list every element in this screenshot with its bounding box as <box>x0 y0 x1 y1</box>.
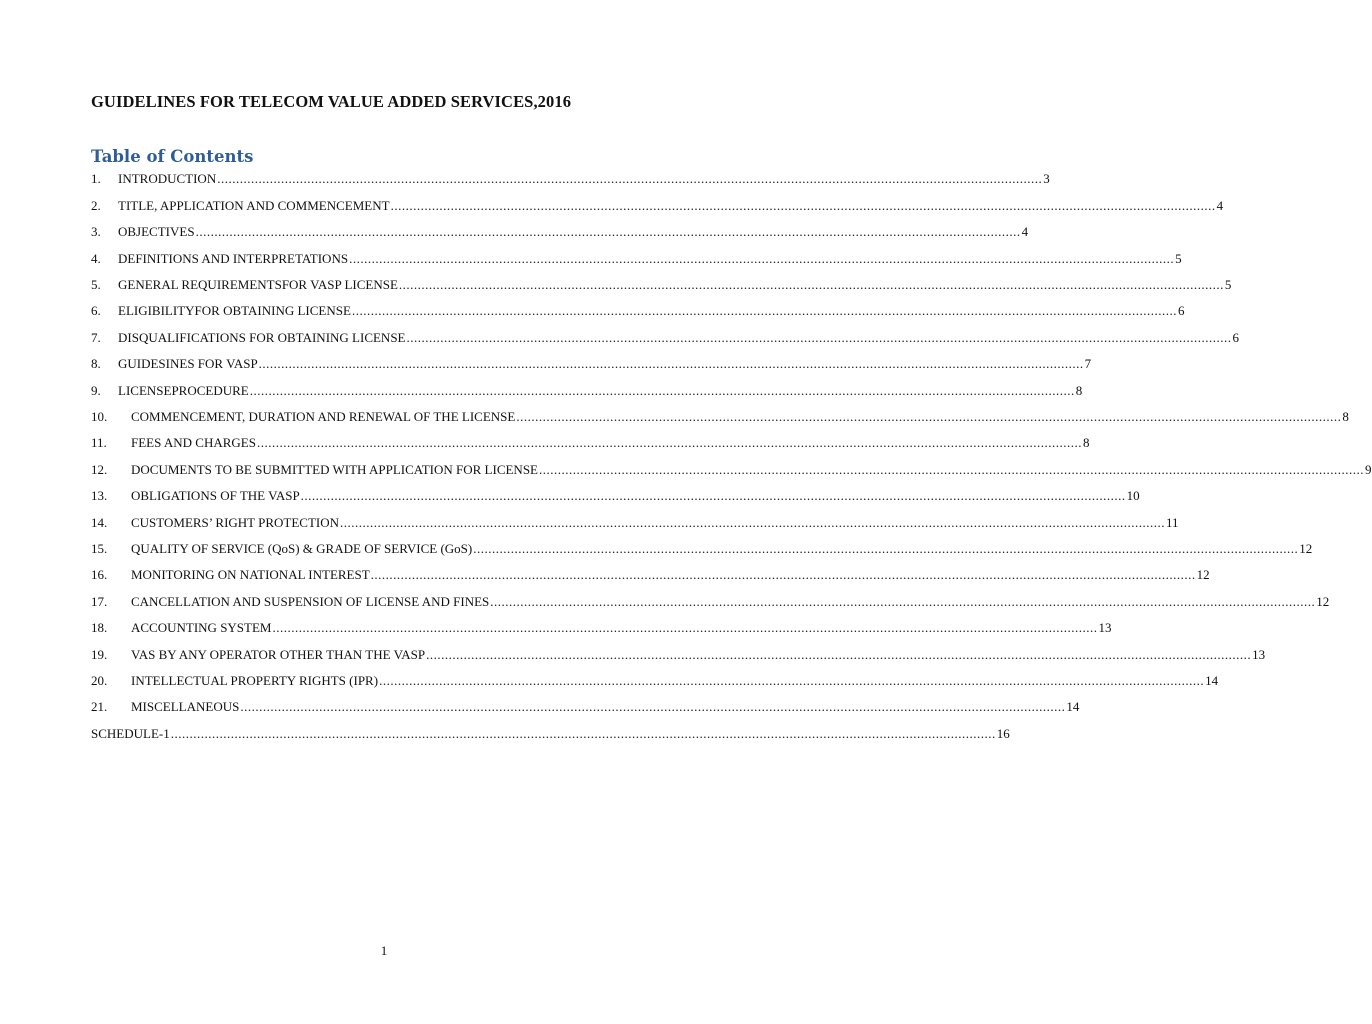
toc-entry-page: 10 <box>1126 488 1140 503</box>
toc-entry-number: 10. <box>91 409 108 424</box>
toc-entry-label: SCHEDULE-1 <box>91 726 170 741</box>
toc-dot-leader: ............................................................................................................................................................................................................................ <box>390 198 1216 213</box>
toc-entry-page: 7 <box>1084 356 1092 371</box>
toc-entry[interactable] <box>91 673 1219 693</box>
toc-entry-page: 8 <box>1082 435 1090 450</box>
toc-entry-number: 1. <box>91 171 101 186</box>
toc-entry-number: 14. <box>91 515 108 530</box>
toc-entry[interactable] <box>91 726 1010 746</box>
toc-entry[interactable] <box>91 303 1185 323</box>
toc-entry[interactable] <box>91 567 1210 587</box>
toc-entry[interactable] <box>91 541 1313 561</box>
toc-entry-page: 8 <box>1342 409 1349 424</box>
toc-entry[interactable] <box>91 699 1080 719</box>
toc-entry-number: 13. <box>91 488 108 503</box>
toc-dot-leader: ............................................................................................................................................................................................................................ <box>370 567 1196 582</box>
toc-entry[interactable] <box>91 171 1050 191</box>
toc-entry-number: 18. <box>91 620 108 635</box>
toc-entry-page: 3 <box>1043 171 1050 186</box>
toc-entry-label: MISCELLANEOUS <box>131 699 240 714</box>
toc-entry-label: GENERAL REQUIREMENTSFOR VASP LICENSE <box>118 277 398 292</box>
toc-entry[interactable] <box>91 383 1083 403</box>
toc-entry-page: 12 <box>1316 594 1330 609</box>
toc-entry-page: 13 <box>1098 620 1112 635</box>
toc-entry-number: 5. <box>91 277 101 292</box>
toc-entry-page: 14 <box>1066 699 1080 714</box>
toc-entry[interactable] <box>91 198 1224 218</box>
toc-entry-number: 9. <box>91 383 101 398</box>
toc-dot-leader: ............................................................................................................................................................................................................................ <box>256 435 1082 450</box>
toc-entry-number: 19. <box>91 647 108 662</box>
toc-entry-label: ELIGIBILITYFOR OBTAINING LICENSE <box>118 303 351 318</box>
toc-entry-page: 11 <box>1166 515 1179 530</box>
toc-entry-page: 12 <box>1196 567 1210 582</box>
toc-entry-page: 4 <box>1216 198 1224 213</box>
toc-entry[interactable] <box>91 224 1029 244</box>
toc-entry-page: 5 <box>1224 277 1232 292</box>
toc-entry-page: 9 <box>1365 462 1372 477</box>
toc-entry-number: 7. <box>91 330 101 345</box>
toc-dot-leader: ............................................................................................................................................................................................................................ <box>300 488 1126 503</box>
toc-dot-leader: ............................................................................................................................................................................................................................ <box>539 462 1364 477</box>
toc-entry-number: 17. <box>91 594 108 609</box>
toc-entry-page: 16 <box>996 726 1010 741</box>
toc-dot-leader: ............................................................................................................................................................................................................................ <box>473 541 1299 556</box>
toc-entry[interactable] <box>91 277 1232 297</box>
toc-entry-number: 8. <box>91 356 101 371</box>
toc-entry-label: TITLE, APPLICATION AND COMMENCEMENT <box>118 198 390 213</box>
toc-entry-label: GUIDESINES FOR VASP <box>118 356 258 371</box>
toc-entry-number: 2. <box>91 198 101 213</box>
toc-entry[interactable] <box>91 462 1372 482</box>
toc-dot-leader: ............................................................................................................................................................................................................................ <box>272 620 1098 635</box>
toc-dot-leader: ............................................................................................................................................................................................................................ <box>490 594 1316 609</box>
toc-dot-leader: ............................................................................................................................................................................................................................ <box>516 409 1342 424</box>
page-number: 1 <box>380 943 388 958</box>
toc-entry[interactable] <box>91 515 1179 535</box>
toc-entry-page: 8 <box>1075 383 1083 398</box>
toc-entry-number: 11. <box>91 435 107 450</box>
toc-entry-number: 6. <box>91 303 101 318</box>
toc-dot-leader: ............................................................................................................................................................................................................................ <box>349 251 1175 266</box>
toc-entry-number: 15. <box>91 541 108 556</box>
toc-entry-page: 5 <box>1175 251 1182 266</box>
toc-heading: Table of Contents <box>91 147 254 166</box>
toc-entry-label: FEES AND CHARGES <box>131 435 256 450</box>
toc-entry-page: 12 <box>1299 541 1313 556</box>
toc-entry[interactable] <box>91 251 1182 271</box>
toc-entry-label: ACCOUNTING SYSTEM <box>131 620 272 635</box>
toc-dot-leader: ............................................................................................................................................................................................................................ <box>379 673 1205 688</box>
toc-entry[interactable] <box>91 647 1266 667</box>
toc-dot-leader: ............................................................................................................................................................................................................................ <box>258 356 1084 371</box>
toc-entry-page: 6 <box>1177 303 1185 318</box>
toc-dot-leader: ............................................................................................................................................................................................................................ <box>170 726 996 741</box>
toc-entry-label: COMMENCEMENT, DURATION AND RENEWAL OF THE LICENSE <box>131 409 516 424</box>
toc-entry-page: 13 <box>1252 647 1266 662</box>
toc-dot-leader: ............................................................................................................................................................................................................................ <box>398 277 1224 292</box>
toc-entry-number: 20. <box>91 673 108 688</box>
toc-entry-label: QUALITY OF SERVICE (QoS) & GRADE OF SERVICE (GoS) <box>131 541 473 556</box>
toc-entry-label: MONITORING ON NATIONAL INTEREST <box>131 567 370 582</box>
toc-entry-label: OBLIGATIONS OF THE VASP <box>131 488 300 503</box>
toc-entry-number: 4. <box>91 251 101 266</box>
toc-entry-label: INTELLECTUAL PROPERTY RIGHTS (IPR) <box>131 673 379 688</box>
toc-entry-label: VAS BY ANY OPERATOR OTHER THAN THE VASP <box>131 647 426 662</box>
toc-entry-label: DEFINITIONS AND INTERPRETATIONS <box>118 251 349 266</box>
document-title: GUIDELINES FOR TELECOM VALUE ADDED SERVICES,2016 <box>91 92 572 111</box>
toc-entry-label: CUSTOMERS’ RIGHT PROTECTION <box>131 515 340 530</box>
toc-dot-leader: ............................................................................................................................................................................................................................ <box>240 699 1066 714</box>
toc-entry-number: 16. <box>91 567 108 582</box>
toc-dot-leader: ............................................................................................................................................................................................................................ <box>351 303 1177 318</box>
toc-dot-leader: ............................................................................................................................................................................................................................ <box>340 515 1166 530</box>
toc-entry-label: LICENSEPROCEDURE <box>118 383 249 398</box>
toc-entry[interactable] <box>91 409 1349 429</box>
toc-entry-label: INTRODUCTION <box>118 171 217 186</box>
toc-dot-leader: ............................................................................................................................................................................................................................ <box>426 647 1252 662</box>
toc-entry-page: 6 <box>1232 330 1239 345</box>
toc-dot-leader: ............................................................................................................................................................................................................................ <box>217 171 1043 186</box>
toc-entry-number: 3. <box>91 224 101 239</box>
toc-dot-leader: ............................................................................................................................................................................................................................ <box>406 330 1232 345</box>
toc-entry[interactable] <box>91 330 1239 350</box>
toc-entry-label: DISQUALIFICATIONS FOR OBTAINING LICENSE <box>118 330 406 345</box>
toc-entry-label: OBJECTIVES <box>118 224 195 239</box>
toc-entry-number: 12. <box>91 462 108 477</box>
toc-dot-leader: ............................................................................................................................................................................................................................ <box>249 383 1075 398</box>
toc-entry-number: 21. <box>91 699 108 714</box>
toc-entry-page: 4 <box>1021 224 1029 239</box>
toc-entry[interactable] <box>91 488 1140 508</box>
toc-entry-page: 14 <box>1205 673 1219 688</box>
toc-entry[interactable] <box>91 594 1330 614</box>
toc-entry-label: DOCUMENTS TO BE SUBMITTED WITH APPLICATION FOR LICENSE <box>131 462 538 477</box>
toc-entry-label: CANCELLATION AND SUSPENSION OF LICENSE AND FINES <box>131 594 490 609</box>
toc-entry[interactable] <box>91 435 1090 455</box>
toc-entry[interactable] <box>91 620 1112 640</box>
toc-dot-leader: ............................................................................................................................................................................................................................ <box>195 224 1021 239</box>
toc-entry[interactable] <box>91 356 1092 376</box>
